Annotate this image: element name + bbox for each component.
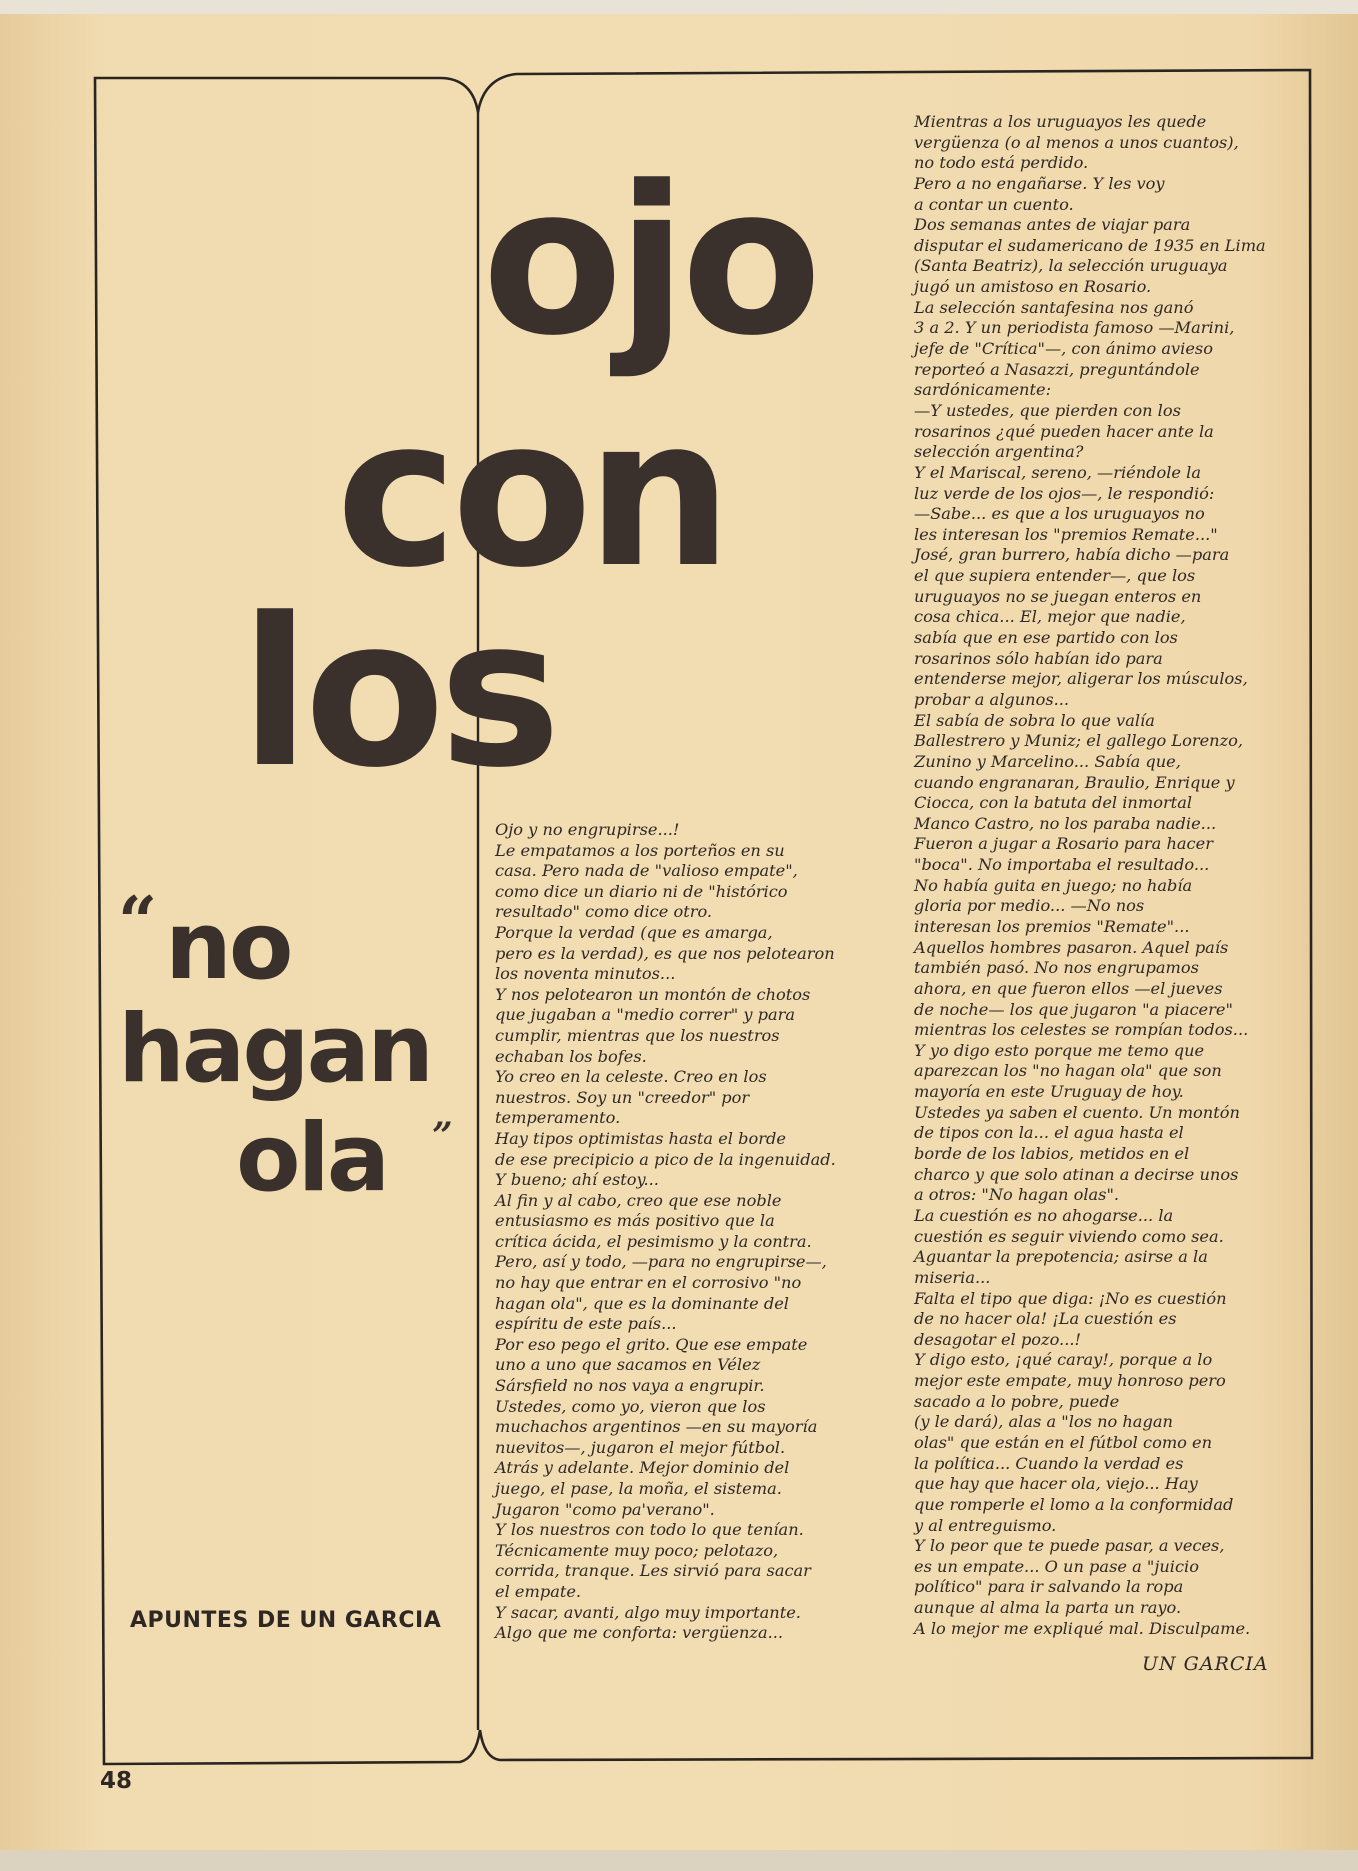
- text-line: Y bueno; ahí estoy...: [495, 1170, 659, 1190]
- text-line: entusiasmo es más positivo que la: [495, 1211, 775, 1231]
- text-line: aunque al alma la parta un rayo.: [914, 1598, 1182, 1618]
- text-line: La cuestión es no ahogarse... la: [914, 1205, 1174, 1225]
- text-line: como dice un diario ni de "histórico: [495, 881, 788, 901]
- text-line: resultado" como dice otro.: [495, 902, 713, 922]
- text-line: mientras los celestes se rompían todos...: [914, 1020, 1249, 1040]
- text-line: Porque la verdad (que es amarga,: [495, 922, 773, 942]
- text-line: a contar un cuento.: [914, 194, 1074, 214]
- text-line: que jugaban a "medio correr" y para: [495, 1005, 796, 1025]
- text-line: gloria por medio... —No nos: [914, 896, 1145, 916]
- text-line: borde de los labios, metidos en el: [914, 1144, 1190, 1164]
- text-line: Mientras a los uruguayos les quede: [914, 112, 1207, 131]
- text-line: rosarinos ¿qué pueden hacer ante la: [914, 421, 1214, 441]
- text-line: les interesan los "premios Remate...": [914, 524, 1218, 544]
- text-line: no hay que entrar en el corrosivo "no: [495, 1273, 802, 1293]
- text-line: Sársfield no nos vaya a engrupir.: [495, 1376, 765, 1396]
- text-line: mayoría en este Uruguay de hoy.: [914, 1082, 1184, 1102]
- text-line: Falta el tipo que diga: ¡No es cuestión: [914, 1288, 1227, 1308]
- text-line: rosarinos sólo habían ido para: [914, 648, 1163, 668]
- subheadline-hagan: hagan: [118, 995, 431, 1104]
- signature: UN GARCIA: [1142, 1653, 1269, 1675]
- text-line: Y digo esto, ¡qué caray!, porque a lo: [914, 1350, 1213, 1370]
- text-line: crítica ácida, el pesimismo y la contra.: [495, 1231, 812, 1251]
- text-line: Hay tipos optimistas hasta el borde: [495, 1128, 786, 1148]
- text-line: nuevitos—, jugaron el mejor fútbol.: [495, 1437, 786, 1457]
- text-line: Yo creo en la celeste. Creo en los: [495, 1067, 767, 1087]
- text-line: jugó un amistoso en Rosario.: [914, 277, 1152, 297]
- text-line: espíritu de este país...: [495, 1314, 677, 1334]
- text-line: Dos semanas antes de viajar para: [914, 215, 1191, 235]
- text-line: desagotar el pozo...!: [914, 1329, 1081, 1349]
- text-line: juego, el pase, la moña, el sistema.: [495, 1479, 782, 1498]
- text-line: Y sacar, avanti, algo muy importante.: [495, 1602, 801, 1622]
- text-line: 3 a 2. Y un periodista famoso —Marini,: [914, 318, 1235, 338]
- text-line: cosa chica... El, mejor que nadie,: [914, 607, 1186, 627]
- text-line: El sabía de sobra lo que valía: [914, 710, 1155, 730]
- text-line: Ustedes ya saben el cuento. Un montón: [914, 1102, 1240, 1122]
- page-number: 48: [100, 1768, 133, 1794]
- text-line: Ojo y no engrupirse...!: [495, 820, 680, 839]
- text-line: el que supiera entender—, que los: [914, 566, 1196, 586]
- text-line: uruguayos no se juegan enteros en: [914, 586, 1202, 606]
- text-line: no todo está perdido.: [914, 153, 1089, 173]
- text-line: cuestión es seguir viviendo como sea.: [914, 1226, 1224, 1246]
- text-line: cumplir, mientras que los nuestros: [495, 1025, 780, 1045]
- text-line: luz verde de los ojos—, le respondió:: [914, 483, 1215, 503]
- text-line: pero es la verdad), es que nos pelotearon: [495, 943, 835, 963]
- text-line: sacado a lo pobre, puede: [914, 1391, 1120, 1411]
- text-line: Y el Mariscal, sereno, —riéndole la: [914, 462, 1201, 482]
- text-line: uno a uno que sacamos en Vélez: [495, 1355, 761, 1375]
- text-line: de no hacer ola! ¡La cuestión es: [914, 1309, 1177, 1329]
- text-line: Ciocca, con la batuta del inmortal: [914, 793, 1193, 813]
- text-line: José, gran burrero, había dicho —para: [914, 545, 1230, 565]
- text-line: Y los nuestros con todo lo que tenían.: [495, 1520, 804, 1540]
- text-line: los noventa minutos...: [495, 964, 676, 984]
- text-line: de tipos con la... el agua hasta el: [914, 1123, 1184, 1143]
- text-line: Zunino y Marcelino... Sabía que,: [914, 751, 1181, 771]
- text-line: temperamento.: [495, 1108, 621, 1128]
- text-line: Ustedes, como yo, vieron que los: [495, 1396, 766, 1416]
- text-line: reporteó a Nasazzi, preguntándole: [914, 359, 1200, 379]
- text-line: Aguantar la prepotencia; asirse a la: [914, 1247, 1208, 1267]
- text-line: también pasó. No nos engrupamos: [914, 958, 1199, 978]
- text-line: mejor este empate, muy honroso pero: [914, 1371, 1226, 1391]
- text-line: —Y ustedes, que pierden con los: [914, 400, 1181, 420]
- subheadline-open-quote: “: [118, 882, 158, 962]
- text-line: Ballestrero y Muniz; el gallego Lorenzo,: [914, 731, 1244, 751]
- text-line: Al fin y al cabo, creo que ese noble: [495, 1190, 782, 1210]
- text-line: cuando engranaran, Braulio, Enrique y: [914, 772, 1235, 792]
- text-line: entenderse mejor, aligerar los músculos,: [914, 669, 1248, 689]
- headline-con: con: [336, 375, 727, 613]
- text-line: Y nos pelotearon un montón de chotos: [495, 984, 811, 1004]
- text-line: Aquellos hombres pasaron. Aquel país: [914, 937, 1229, 957]
- text-line: —Sabe... es que a los uruguayos no: [914, 504, 1205, 524]
- text-line: probar a algunos...: [914, 689, 1070, 709]
- text-line: de ese precipicio a pico de la ingenuidad.: [495, 1149, 836, 1169]
- text-line: que hay que hacer ola, viejo... Hay: [914, 1474, 1198, 1494]
- text-line: miseria...: [914, 1267, 991, 1287]
- text-line: de noche— los que jugaron "a piacere": [914, 999, 1233, 1019]
- text-line: Manco Castro, no los paraba nadie...: [914, 813, 1217, 833]
- text-line: La selección santafesina nos ganó: [914, 297, 1194, 317]
- text-line: (y le dará), alas a "los no hagan: [914, 1412, 1173, 1432]
- text-line: Pero, así y todo, —para no engrupirse—,: [495, 1252, 827, 1272]
- text-line: (Santa Beatriz), la selección uruguaya: [914, 256, 1228, 276]
- text-line: el empate.: [495, 1581, 582, 1601]
- text-line: corrida, tranque. Les sirvió para sacar: [495, 1561, 811, 1581]
- text-line: nuestros. Soy un "creedor" por: [495, 1087, 750, 1107]
- text-line: "boca". No importaba el resultado...: [914, 855, 1210, 875]
- text-line: echaban los bofes.: [495, 1046, 647, 1066]
- text-line: Técnicamente muy poco; pelotazo,: [495, 1540, 779, 1560]
- text-line: disputar el sudamericano de 1935 en Lima: [914, 235, 1266, 255]
- text-line: y al entreguismo.: [914, 1515, 1057, 1535]
- text-line: político" para ir salvando la ropa: [914, 1577, 1184, 1597]
- left-text-column: [495, 820, 890, 1644]
- text-line: ahora, en que fueron ellos —el jueves: [914, 978, 1223, 998]
- subheadline-close-quote: ”: [432, 1115, 453, 1157]
- text-line: aparezcan los "no hagan ola" que son: [914, 1061, 1222, 1081]
- text-line: No había guita en juego; no había: [914, 875, 1193, 895]
- text-line: A lo mejor me expliqué mal. Disculpame.: [914, 1618, 1251, 1638]
- text-line: Pero a no engañarse. Y les voy: [914, 173, 1165, 193]
- text-line: a otros: "No hagan olas".: [914, 1185, 1120, 1205]
- text-line: que romperle el lomo a la conformidad: [914, 1494, 1234, 1514]
- text-line: selección argentina?: [914, 442, 1084, 462]
- right-text-column: [914, 112, 1306, 1639]
- text-line: olas" que están en el fútbol como en: [914, 1433, 1213, 1452]
- headline-los: los: [240, 575, 556, 813]
- text-line: interesan los premios "Remate"...: [914, 916, 1190, 936]
- text-line: Le empatamos a los porteños en su: [495, 840, 785, 860]
- subheadline-no: no: [165, 892, 291, 1001]
- text-line: sardónicamente:: [914, 380, 1052, 400]
- subheadline-ola: ola: [236, 1104, 388, 1213]
- text-line: Fueron a jugar a Rosario para hacer: [914, 834, 1213, 854]
- text-line: Atrás y adelante. Mejor dominio del: [495, 1458, 790, 1478]
- text-line: hagan ola", que es la dominante del: [495, 1293, 789, 1313]
- byline: APUNTES DE UN GARCIA: [130, 1608, 442, 1633]
- text-line: charco y que solo atinan a decirse unos: [914, 1164, 1239, 1184]
- text-line: Y yo digo esto porque me temo que: [914, 1040, 1205, 1060]
- text-line: la política... Cuando la verdad es: [914, 1453, 1184, 1473]
- text-line: Y lo peor que te puede pasar, a veces,: [914, 1536, 1225, 1556]
- text-line: Jugaron "como pa'verano".: [495, 1499, 715, 1519]
- text-line: muchachos argentinos —en su mayoría: [495, 1417, 818, 1437]
- text-line: es un empate... O un pase a "juicio: [914, 1556, 1199, 1576]
- text-line: casa. Pero nada de "valioso empate",: [495, 861, 798, 881]
- text-line: jefe de "Crítica"—, con ánimo avieso: [914, 339, 1213, 359]
- text-line: sabía que en ese partido con los: [914, 628, 1178, 648]
- text-line: Por eso pego el grito. Que ese empate: [495, 1334, 808, 1354]
- headline-ojo: ojo: [482, 143, 816, 381]
- text-line: Algo que me conforta: vergüenza...: [495, 1623, 784, 1643]
- text-line: vergüenza (o al menos a unos cuantos),: [914, 132, 1239, 152]
